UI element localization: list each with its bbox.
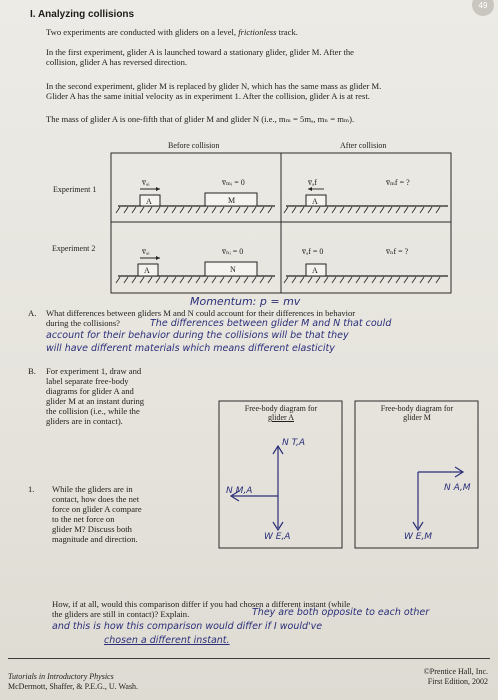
intro-line: Two experiments are conducted with gliders on a level, frictionless track. bbox=[46, 27, 298, 37]
exp1-after-velocity-M: v̅ₘf = ? bbox=[386, 178, 410, 187]
footer-left: Tutorials in Introductory Physics McDermott, Shaffer, & P.E.G., U. Wash. bbox=[8, 672, 139, 691]
exp2-after-velocity-N: v̅ₙf = ? bbox=[386, 247, 409, 256]
after-collision-label: After collision bbox=[340, 141, 387, 150]
experiment-2-label: Experiment 2 bbox=[52, 244, 96, 253]
section-title: I. Analyzing collisions bbox=[30, 9, 135, 20]
before-collision-label: Before collision bbox=[168, 141, 220, 150]
fbd-M-vectors bbox=[413, 467, 463, 530]
question-A-answer-line-2: account for their behavior during the collisions will be that they bbox=[46, 330, 349, 341]
footer-divider bbox=[8, 658, 490, 659]
how-answer-line-1: They are both opposite to each other bbox=[252, 607, 430, 618]
intro-paragraph-2: In the second experiment, glider M is replaced by glider N, which has the same mass as glider M. Glider A has the same initial velocity as in experiment 1. After the collision, glider A is at rest. bbox=[46, 81, 382, 101]
fbd-M-push-label: N A,M bbox=[444, 483, 471, 493]
collision-diagram bbox=[110, 152, 452, 294]
exp1-before-velocity-A: v̅ₐᵢ bbox=[142, 178, 150, 187]
question-A-answer-line-3: will have different materials which means different elasticity bbox=[46, 343, 335, 354]
glider-A-exp1-after: A bbox=[312, 197, 318, 206]
question-B-label: B. bbox=[28, 366, 36, 376]
question-A-prompt: What differences between gliders M and N could account for their differences in behavior during the collisions? bbox=[46, 308, 356, 328]
glider-A-exp2-after: A bbox=[312, 266, 318, 275]
exp1-before-velocity-M: v̅ₘᵢ = 0 bbox=[222, 178, 245, 187]
intro-paragraph-3: The mass of glider A is one-fifth that of glider M and glider N (i.e., mₘ = 5mₐ, mₙ = mₘ). bbox=[46, 114, 355, 124]
exp1-before-panel bbox=[116, 187, 275, 213]
exp2-before-velocity-N: v̅ₙᵢ = 0 bbox=[222, 247, 244, 256]
fbd-M-weight-label: W E,M bbox=[404, 532, 433, 542]
fbd-A-normal-label: N T,A bbox=[282, 438, 306, 448]
exp2-after-panel bbox=[284, 264, 448, 283]
exp1-after-panel bbox=[284, 187, 448, 213]
exp2-after-velocity-A: v̅ₐf = 0 bbox=[302, 247, 324, 256]
exp2-before-velocity-A: v̅ₐᵢ bbox=[142, 247, 150, 256]
how-question-prompt: How, if at all, would this comparison differ if you had chosen a different instant (while the gliders are still in contact)? Explain. bbox=[52, 599, 351, 619]
footer-right: ©Prentice Hall, Inc. First Edition, 2002 bbox=[423, 667, 488, 686]
fbd-A-push-label: N M,A bbox=[226, 486, 253, 496]
fbd-M-title: Free-body diagram for glider M bbox=[380, 404, 454, 422]
experiment-1-label: Experiment 1 bbox=[53, 185, 97, 194]
exp2-before-panel bbox=[116, 256, 275, 283]
subquestion-1-prompt: While the gliders are in contact, how does the net force on glider A compare to the net force on glider M? Discuss both magnitude and direction. bbox=[52, 484, 142, 544]
how-answer-line-2: and this is how this comparison would differ if I would've bbox=[52, 621, 323, 632]
fbd-A-title: Free-body diagram for glider A bbox=[244, 404, 318, 422]
exp1-after-velocity-A: v̅ₐf bbox=[308, 178, 317, 187]
handwritten-momentum-note: Momentum: p = mv bbox=[190, 295, 301, 308]
question-B-prompt: For experiment 1, draw and label separate free-body diagrams for glider A and glider M at an instant during the collision (i.e., while the gliders are in contact). bbox=[46, 366, 145, 426]
question-A-label: A. bbox=[28, 308, 37, 318]
glider-M-exp1-before: M bbox=[228, 196, 236, 205]
free-body-diagrams bbox=[218, 400, 480, 550]
fbd-A-weight-label: W E,A bbox=[264, 532, 291, 542]
intro-paragraph-1: In the first experiment, glider A is launched toward a stationary glider, glider M. After the collision, glider A has reversed direction. bbox=[46, 47, 354, 67]
subquestion-1-label: 1. bbox=[28, 484, 35, 494]
question-A-answer-line-1: The differences between glider M and N that could bbox=[150, 318, 392, 329]
glider-A-exp1-before: A bbox=[146, 197, 152, 206]
glider-N-exp2-before: N bbox=[230, 265, 236, 274]
page-number: 49 bbox=[472, 0, 494, 16]
glider-A-exp2-before: A bbox=[144, 266, 150, 275]
how-answer-line-3: chosen a different instant. bbox=[104, 635, 230, 646]
